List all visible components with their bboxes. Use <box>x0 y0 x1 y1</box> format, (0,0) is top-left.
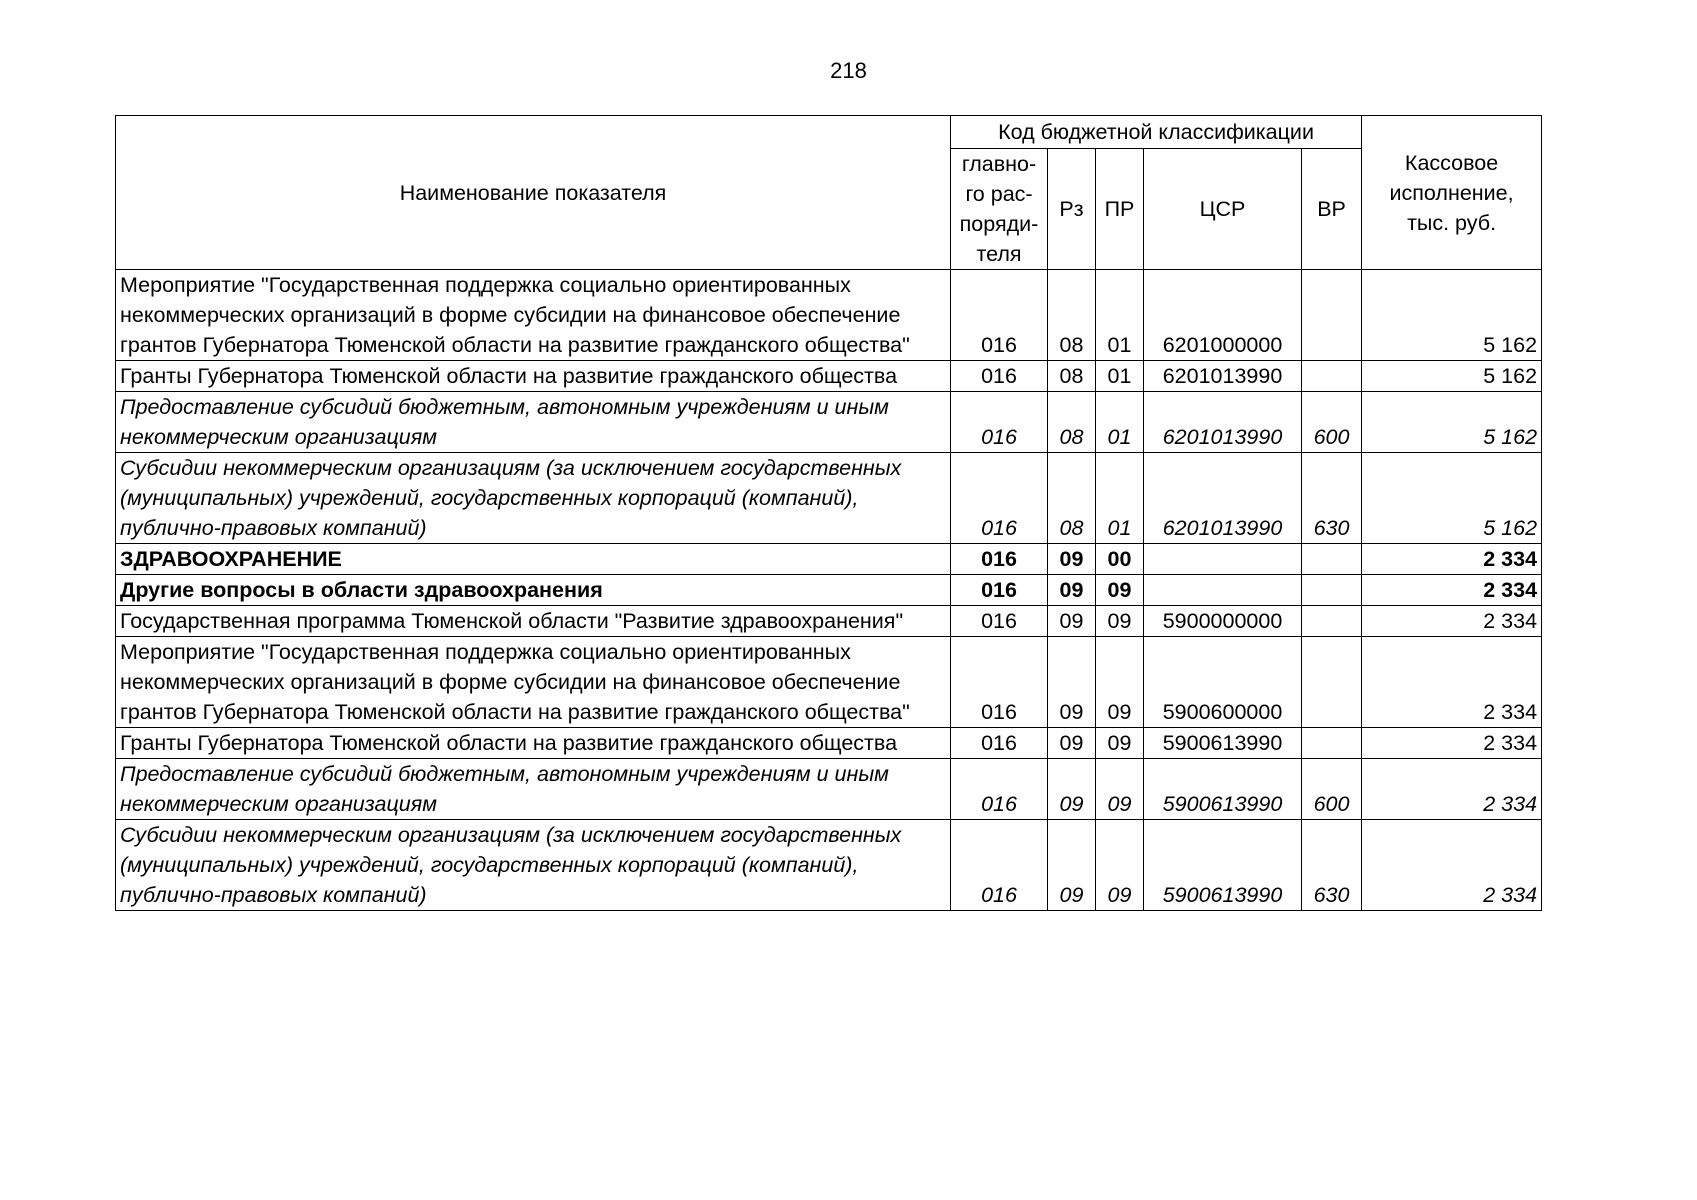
row-csr: 5900600000 <box>1144 637 1302 728</box>
table-row <box>116 575 1542 606</box>
row-csr: 6201013990 <box>1144 392 1302 453</box>
row-glav: 016 <box>951 575 1048 606</box>
row-csr: 5900613990 <box>1144 759 1302 820</box>
row-amount: 2 334 <box>1362 820 1542 911</box>
row-csr: 6201013990 <box>1144 453 1302 544</box>
row-vr: 600 <box>1302 759 1362 820</box>
row-name: Мероприятие "Государственная поддержка социально ориентированных некоммерческих организаций в форме субсидии на финансовое обеспечение грантов Губернатора Тюменской области на развитие гражданского общества" <box>116 270 951 361</box>
row-vr <box>1302 544 1362 575</box>
header-pr: ПР <box>1096 149 1144 270</box>
row-glav: 016 <box>951 453 1048 544</box>
row-csr: 6201013990 <box>1144 361 1302 392</box>
row-rz: 09 <box>1048 606 1096 637</box>
row-pr: 01 <box>1096 453 1144 544</box>
row-glav: 016 <box>951 392 1048 453</box>
table-row <box>116 392 1542 453</box>
row-vr <box>1302 606 1362 637</box>
row-rz: 08 <box>1048 270 1096 361</box>
row-name: Предоставление субсидий бюджетным, автономным учреждениям и иным некоммерческим организациям <box>116 392 951 453</box>
row-glav: 016 <box>951 759 1048 820</box>
row-rz: 08 <box>1048 392 1096 453</box>
row-rz: 09 <box>1048 759 1096 820</box>
budget-table <box>115 115 1542 911</box>
row-vr: 600 <box>1302 392 1362 453</box>
row-name: Гранты Губернатора Тюменской области на развитие гражданского общества <box>116 728 951 759</box>
row-vr <box>1302 637 1362 728</box>
row-name: Мероприятие "Государственная поддержка социально ориентированных некоммерческих организаций в форме субсидии на финансовое обеспечение грантов Губернатора Тюменской области на развитие гражданского общества" <box>116 637 951 728</box>
row-name: Субсидии некоммерческим организациям (за исключением государственных (муниципальных) учреждений, государственных корпораций (компаний), публично-правовых компаний) <box>116 453 951 544</box>
table-row <box>116 606 1542 637</box>
row-name: Государственная программа Тюменской области "Развитие здравоохранения" <box>116 606 951 637</box>
table-row <box>116 544 1542 575</box>
row-pr: 00 <box>1096 544 1144 575</box>
row-csr <box>1144 575 1302 606</box>
row-name: Субсидии некоммерческим организациям (за исключением государственных (муниципальных) учреждений, государственных корпораций (компаний), публично-правовых компаний) <box>116 820 951 911</box>
table-row <box>116 637 1542 728</box>
row-pr: 09 <box>1096 575 1144 606</box>
header-name: Наименование показателя <box>116 116 951 270</box>
row-amount: 5 162 <box>1362 392 1542 453</box>
row-glav: 016 <box>951 728 1048 759</box>
row-pr: 01 <box>1096 361 1144 392</box>
row-csr: 5900000000 <box>1144 606 1302 637</box>
header-code-group: Код бюджетной классификации <box>951 116 1362 149</box>
header-glav: главно-го рас-поряди-теля <box>951 149 1048 270</box>
row-pr: 09 <box>1096 820 1144 911</box>
row-rz: 08 <box>1048 361 1096 392</box>
row-amount: 2 334 <box>1362 637 1542 728</box>
row-amount: 2 334 <box>1362 759 1542 820</box>
row-amount: 2 334 <box>1362 575 1542 606</box>
row-name: Гранты Губернатора Тюменской области на развитие гражданского общества <box>116 361 951 392</box>
row-rz: 09 <box>1048 544 1096 575</box>
row-glav: 016 <box>951 270 1048 361</box>
row-pr: 09 <box>1096 759 1144 820</box>
row-amount: 2 334 <box>1362 606 1542 637</box>
row-rz: 09 <box>1048 575 1096 606</box>
row-amount: 5 162 <box>1362 453 1542 544</box>
row-glav: 016 <box>951 637 1048 728</box>
row-rz: 08 <box>1048 453 1096 544</box>
row-vr: 630 <box>1302 820 1362 911</box>
row-glav: 016 <box>951 361 1048 392</box>
table-row <box>116 820 1542 911</box>
row-csr: 5900613990 <box>1144 820 1302 911</box>
row-rz: 09 <box>1048 728 1096 759</box>
row-name: Другие вопросы в области здравоохранения <box>116 575 951 606</box>
row-amount: 5 162 <box>1362 270 1542 361</box>
row-name: Предоставление субсидий бюджетным, автономным учреждениям и иным некоммерческим организациям <box>116 759 951 820</box>
row-vr <box>1302 575 1362 606</box>
table-row <box>116 728 1542 759</box>
table-row <box>116 453 1542 544</box>
row-csr: 5900613990 <box>1144 728 1302 759</box>
row-pr: 01 <box>1096 392 1144 453</box>
row-rz: 09 <box>1048 637 1096 728</box>
row-glav: 016 <box>951 606 1048 637</box>
row-name: ЗДРАВООХРАНЕНИЕ <box>116 544 951 575</box>
row-glav: 016 <box>951 544 1048 575</box>
row-rz: 09 <box>1048 820 1096 911</box>
row-csr: 6201000000 <box>1144 270 1302 361</box>
page-number: 218 <box>830 58 867 83</box>
row-pr: 09 <box>1096 606 1144 637</box>
row-csr <box>1144 544 1302 575</box>
header-vr: ВР <box>1302 149 1362 270</box>
header-amount: Кассовое исполнение, тыс. руб. <box>1362 116 1542 270</box>
row-vr <box>1302 361 1362 392</box>
row-amount: 2 334 <box>1362 728 1542 759</box>
row-amount: 5 162 <box>1362 361 1542 392</box>
row-vr: 630 <box>1302 453 1362 544</box>
table-row <box>116 759 1542 820</box>
row-pr: 09 <box>1096 728 1144 759</box>
table-row <box>116 361 1542 392</box>
row-vr <box>1302 728 1362 759</box>
row-pr: 09 <box>1096 637 1144 728</box>
header-rz: Рз <box>1048 149 1096 270</box>
header-csr: ЦСР <box>1144 149 1302 270</box>
row-glav: 016 <box>951 820 1048 911</box>
row-pr: 01 <box>1096 270 1144 361</box>
row-vr <box>1302 270 1362 361</box>
row-amount: 2 334 <box>1362 544 1542 575</box>
table-row <box>116 270 1542 361</box>
